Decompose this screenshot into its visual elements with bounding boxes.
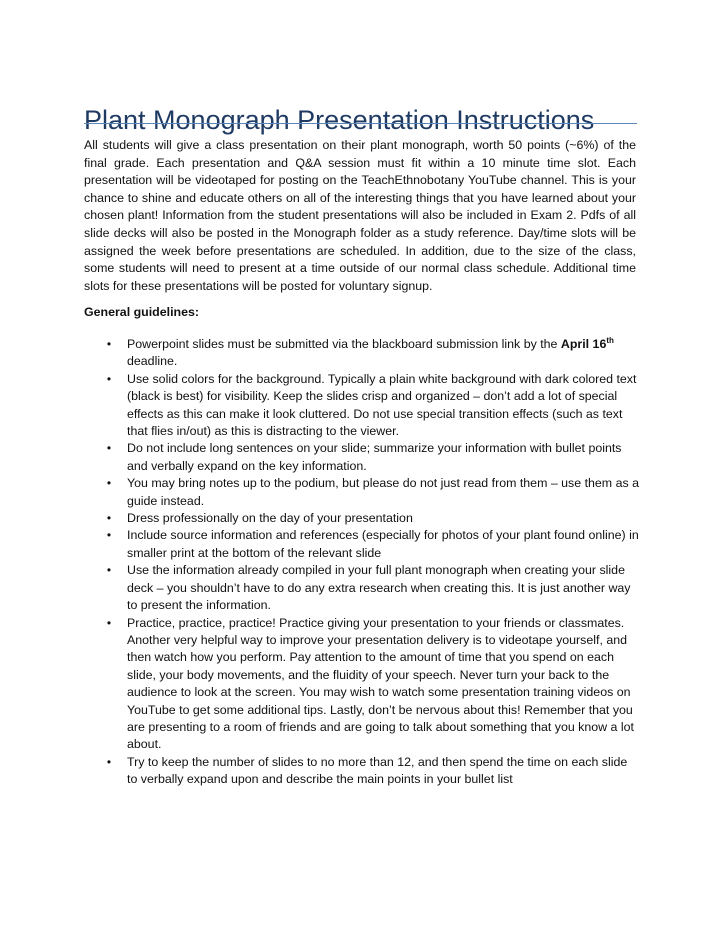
bullet-icon: • — [106, 511, 112, 526]
list-item-text: Practice, practice, practice! Practice giving your presentation to your friends or classmates. Another very helpful way to improve your presentation delivery is to videotape yourself, and then watch how you perform. Pay attention to the amount of time that you spend on each slide, your body movements, and the fluidity of your speech. Never turn your back to the audience to look at the screen. You may wish to watch some presentation training videos on YouTube to get some additional tips. Lastly, don’t be nervous about this! Remember that you are presenting to a room of friends and are going to talk about something that you know a lot about. — [127, 615, 634, 752]
list-item-text — [127, 336, 640, 371]
bullet-icon: • — [106, 441, 112, 456]
list-item — [84, 510, 640, 527]
title-underline-divider — [84, 123, 637, 124]
list-item — [84, 475, 640, 510]
intro-paragraph: All students will give a class presentation on their plant monograph, worth 50 points (~6%) of the final grade. Each presentation and Q&A session must fit within a 10 minute time slot. Each presentation will be videotaped for posting on the TeachEthnobotany YouTube channel. This is your chance to shine and educate others on all of the interesting things that you have learned about your chosen plant! Information from the student presentations will also be included in Exam 2. Pdfs of all slide decks will also be posted in the Monograph folder as a study reference. Day/time slots will be assigned the week before presentations are scheduled. In addition, due to the size of the class, some students will need to present at a time outside of our normal class schedule. Additional time slots for these presentations will be posted for voluntary signup. — [84, 138, 636, 293]
list-item — [84, 336, 640, 371]
list-item-text-end: deadline. — [127, 354, 178, 369]
page-title: Plant Monograph Presentation Instructions — [84, 105, 595, 136]
list-item-text: Try to keep the number of slides to no more than 12, and then spend the time on each slide to verbally expand upon and describe the main points in your bullet list — [127, 754, 628, 787]
guidelines-list — [84, 336, 640, 789]
bullet-icon: • — [106, 476, 112, 491]
list-item-text: Do not include long sentences on your slide; summarize your information with bullet points and verbally expand on the key information. — [127, 441, 622, 473]
bullet-icon: • — [106, 528, 112, 543]
list-item — [84, 615, 640, 754]
bullet-icon: • — [106, 754, 112, 769]
bullet-icon: • — [106, 371, 112, 386]
list-item-text: You may bring notes up to the podium, but please do not just read from them – use them as a guide instead. — [127, 476, 639, 508]
list-item-text: Use solid colors for the background. Typically a plain white background with dark colored text (black is best) for visibility. Keep the slides crisp and organized – don’t add a lot of special effects as this can make it look cluttered. Do not use special transition effects (such as text that flies in/out) as this is distracting to the viewer. — [127, 371, 637, 439]
list-item-text: Include source information and references (especially for photos of your plant found online) in smaller print at the bottom of the relevant slide — [127, 528, 639, 560]
deadline-date-text: April 16 — [560, 337, 607, 351]
list-item-text: Use the information already compiled in your full plant monograph when creating your slide deck – you shouldn’t have to do any extra research when creating this. It is just another way to present the information. — [127, 563, 631, 613]
bullet-icon: • — [106, 337, 112, 351]
list-item — [84, 754, 640, 789]
list-item — [84, 527, 640, 562]
deadline-date-suffix: th — [606, 336, 614, 345]
deadline-date — [561, 337, 614, 351]
list-item — [84, 562, 640, 614]
bullet-icon: • — [106, 615, 112, 630]
list-item — [84, 371, 640, 441]
list-item-text-start: Powerpoint slides must be submitted via the blackboard submission link by the — [127, 337, 561, 351]
bullet-icon: • — [106, 563, 112, 578]
list-item-text: Dress professionally on the day of your presentation — [127, 511, 413, 526]
section-heading-general-guidelines: General guidelines: — [84, 305, 199, 319]
list-item — [84, 440, 640, 475]
